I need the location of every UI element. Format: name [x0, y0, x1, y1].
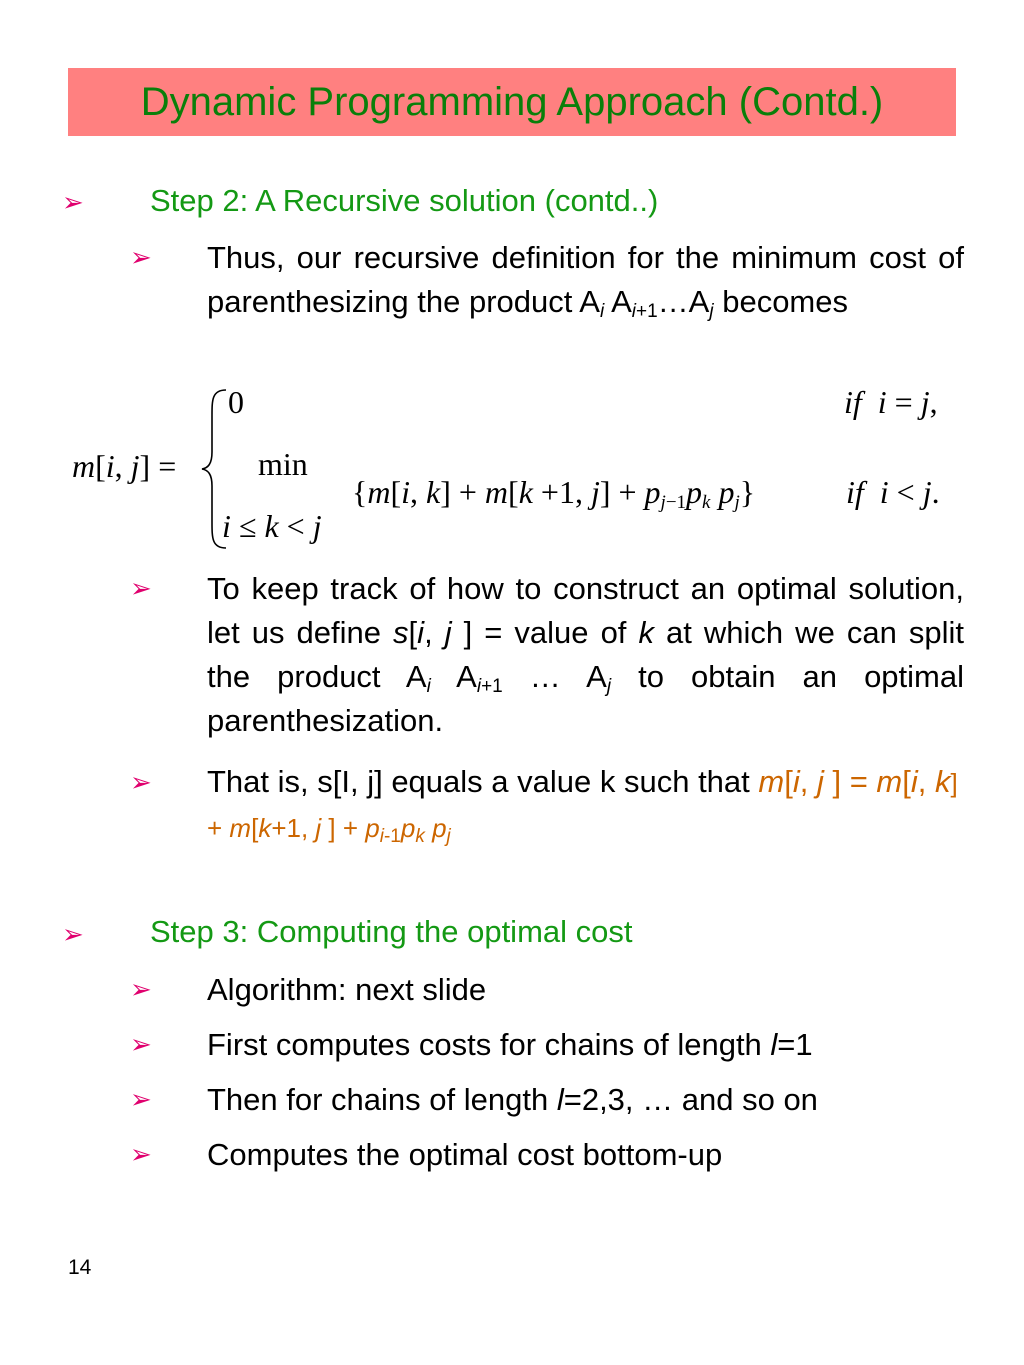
bullet-arrow-icon: ➢	[130, 1140, 152, 1170]
formula-lhs: m[i, j] =	[72, 448, 177, 484]
step3-item-algorithm: Algorithm: next slide	[207, 972, 487, 1007]
bullet-arrow-icon: ➢	[130, 768, 152, 798]
bullet-arrow-icon: ➢	[130, 243, 152, 273]
recursive-definition-text: Thus, our recursive definition for the minimum cost of parenthesizing the product $A_i$ $A_{i+1}\dots A_j$ becomes	[207, 240, 964, 322]
min-operator: min	[258, 446, 308, 482]
title-banner	[68, 68, 956, 136]
bullet-arrow-icon: ➢	[130, 574, 152, 604]
slide-title: Dynamic Programming Approach (Contd.)	[140, 79, 884, 124]
recurrence-formula	[60, 380, 980, 555]
bullet-arrow-icon: ➢	[130, 975, 152, 1005]
case1-value: 0	[228, 384, 244, 420]
bullet-arrow-icon: ➢	[130, 1030, 152, 1060]
step3-item-length-more: Then for chains of length l=2,3, … and so on	[207, 1082, 818, 1117]
step2-heading: Step 2: A Recursive solution (contd..)	[150, 183, 659, 218]
bullet-arrow-icon: ➢	[130, 1085, 152, 1115]
step3-heading: Step 3: Computing the optimal cost	[150, 914, 633, 949]
case2-condition: if i < j.	[846, 474, 940, 510]
split-equation-text: That is, s[I, j] equals a value k such that m[i, j ] = m[i, k] + m[k+1, j ] + $p_{i-1}p_k$ $p_j$	[207, 764, 958, 847]
case2-expression: {m[i, k] + m[k +1, $j] + p_{j-1}p_k$ $p_j$}	[352, 474, 756, 513]
page-number: 14	[68, 1256, 92, 1279]
split-definition-text: To keep track of how to construct an optimal solution, let us define s[i, j ] = value of k at which we can split the product $A_i$ $A_{i+1}$ … $A_j$ to obtain an optimal parenthesization.	[207, 571, 965, 738]
bullet-arrow-icon: ➢	[62, 188, 84, 218]
step3-item-bottom-up: Computes the optimal cost bottom-up	[207, 1137, 723, 1172]
bullet-arrow-icon: ➢	[62, 920, 84, 950]
case1-condition: if i = j,	[844, 384, 938, 420]
step3-item-length-one: First computes costs for chains of length l=1	[207, 1027, 813, 1062]
min-range: i ≤ k < j	[222, 508, 322, 544]
